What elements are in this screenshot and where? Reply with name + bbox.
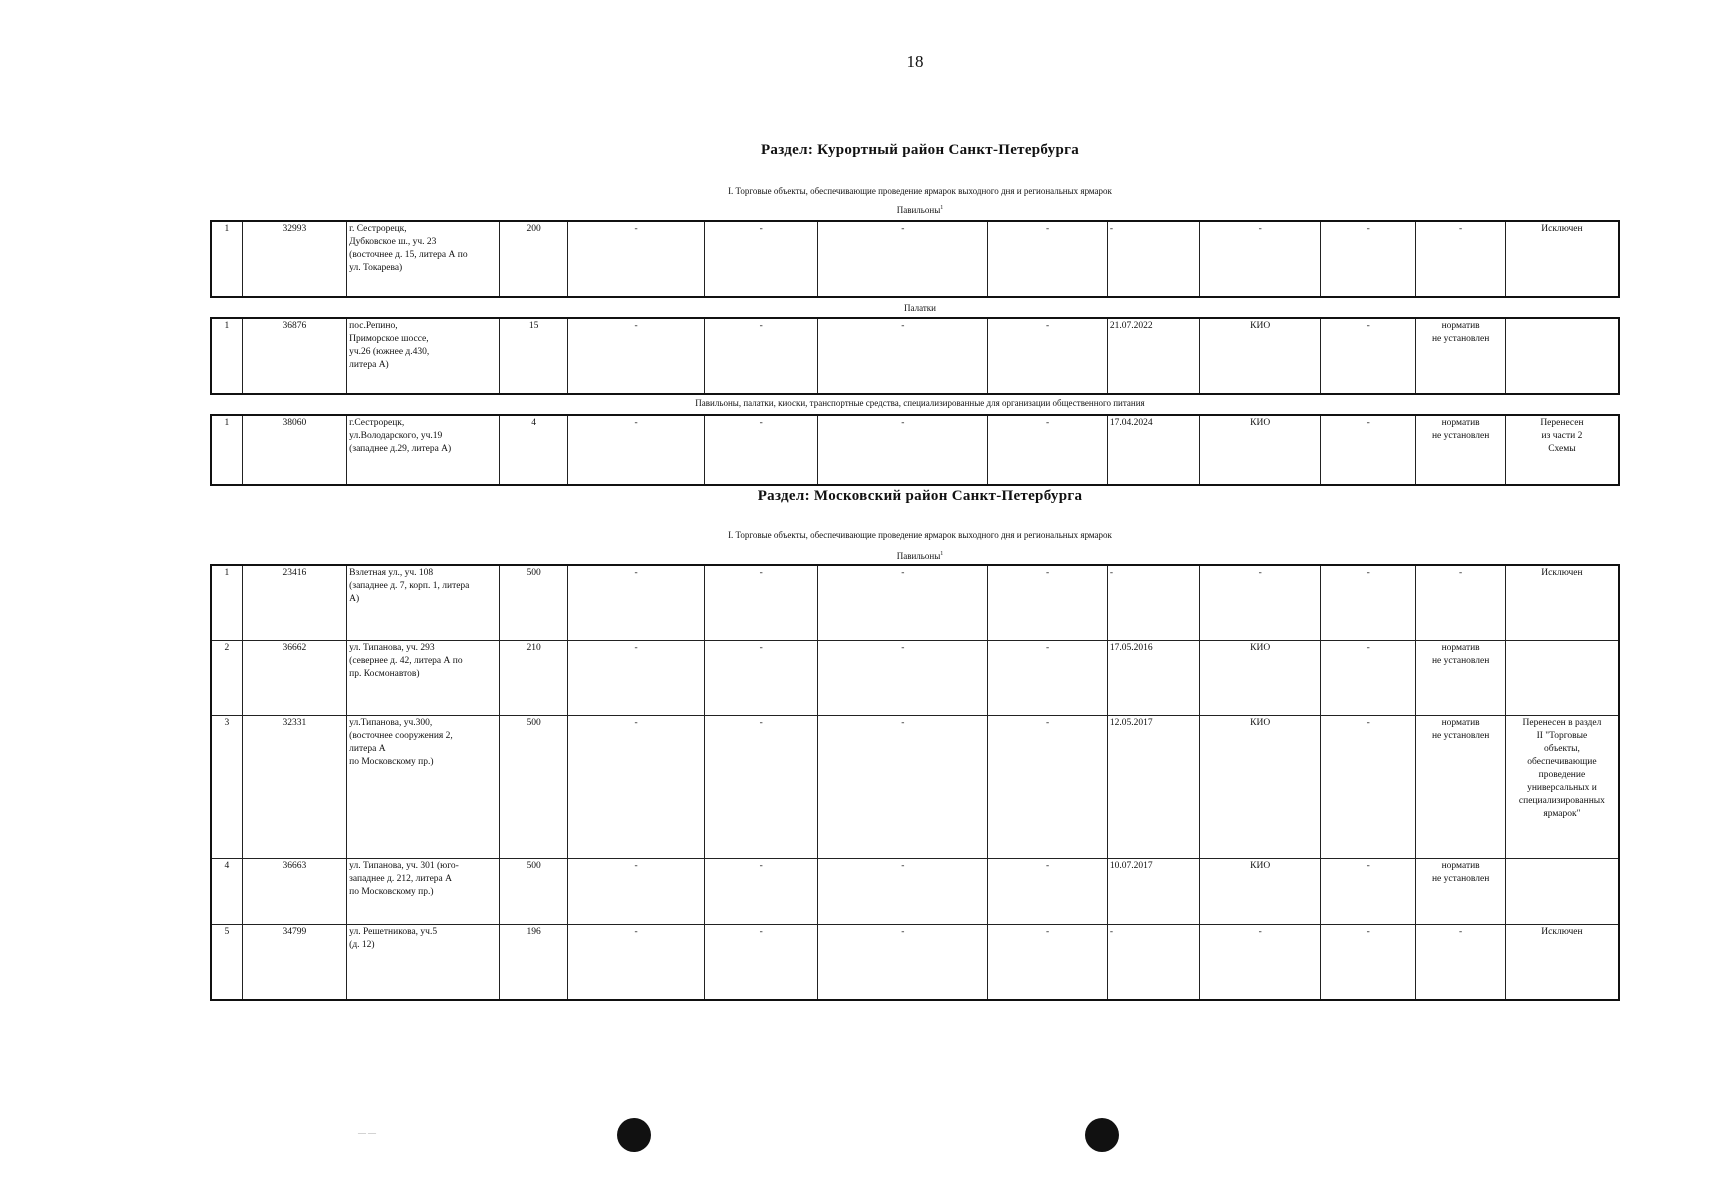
cell-col-7: -	[818, 715, 988, 858]
cell-row-number: 1	[211, 221, 242, 297]
section-subtitle: I. Торговые объекты, обеспечивающие проведение ярмарок выходного дня и региональных ярмарок	[728, 186, 1112, 196]
cell-col-6: -	[704, 415, 818, 485]
cell-col-11: -	[1320, 415, 1415, 485]
cell-col-7: -	[818, 415, 988, 485]
cell-note	[1505, 640, 1619, 715]
cell-owner: -	[1200, 221, 1321, 297]
table-tents-kurortny	[210, 317, 1620, 395]
cell-area: 15	[499, 318, 567, 394]
cell-col-6: -	[704, 318, 818, 394]
cell-owner: КИО	[1200, 858, 1321, 924]
table-catering-kurortny	[210, 414, 1620, 486]
cell-col-6: -	[704, 565, 818, 640]
page-number: 18	[906, 52, 924, 71]
cell-object-id: 34799	[242, 924, 347, 1000]
cell-norm: норматив не установлен	[1416, 318, 1505, 394]
cell-col-11: -	[1320, 715, 1415, 858]
cell-norm: норматив не установлен	[1416, 640, 1505, 715]
cell-col-8: -	[988, 565, 1108, 640]
cell-address: ул. Типанова, уч. 293 (севернее д. 42, литера А по пр. Космонавтов)	[347, 640, 500, 715]
cell-row-number: 4	[211, 858, 242, 924]
cell-note: Перенесен из части 2 Схемы	[1505, 415, 1619, 485]
cell-col-5: -	[568, 415, 705, 485]
cell-col-11: -	[1320, 924, 1415, 1000]
cell-row-number: 1	[211, 318, 242, 394]
cell-col-8: -	[988, 640, 1108, 715]
category-label: Павильоны$^1$	[896, 205, 944, 215]
cell-row-number: 3	[211, 715, 242, 858]
cell-owner: КИО	[1200, 640, 1321, 715]
cell-col-8: -	[988, 715, 1108, 858]
cell-area: 500	[499, 715, 567, 858]
cell-date: 17.04.2024	[1107, 415, 1199, 485]
cell-norm: -	[1416, 221, 1505, 297]
cell-object-id: 23416	[242, 565, 347, 640]
cell-date: 12.05.2017	[1107, 715, 1199, 858]
cell-col-5: -	[568, 858, 705, 924]
table-row	[211, 318, 1619, 394]
cell-norm: норматив не установлен	[1416, 715, 1505, 858]
cell-col-8: -	[988, 924, 1108, 1000]
table-row	[211, 565, 1619, 640]
cell-col-6: -	[704, 924, 818, 1000]
cell-row-number: 1	[211, 415, 242, 485]
cell-owner: КИО	[1200, 318, 1321, 394]
table-pavilions-kurortny	[210, 220, 1620, 298]
cell-row-number: 2	[211, 640, 242, 715]
cell-col-11: -	[1320, 858, 1415, 924]
cell-col-7: -	[818, 858, 988, 924]
cell-col-11: -	[1320, 640, 1415, 715]
scan-mark: — —	[358, 1128, 376, 1137]
cell-note: Перенесен в раздел II "Торговые объекты, обеспечивающие проведение универсальных и специализированных ярмарок"	[1505, 715, 1619, 858]
table-row	[211, 221, 1619, 297]
cell-norm: норматив не установлен	[1416, 415, 1505, 485]
cell-col-5: -	[568, 565, 705, 640]
cell-col-7: -	[818, 318, 988, 394]
cell-col-6: -	[704, 715, 818, 858]
cell-col-5: -	[568, 221, 705, 297]
cell-address: ул. Типанова, уч. 301 (юго- западнее д. 212, литера А по Московскому пр.)	[347, 858, 500, 924]
cell-col-8: -	[988, 318, 1108, 394]
table-row	[211, 858, 1619, 924]
cell-norm: -	[1416, 565, 1505, 640]
cell-area: 4	[499, 415, 567, 485]
cell-col-11: -	[1320, 565, 1415, 640]
cell-col-5: -	[568, 924, 705, 1000]
cell-date: 21.07.2022	[1107, 318, 1199, 394]
cell-area: 196	[499, 924, 567, 1000]
cell-object-id: 38060	[242, 415, 347, 485]
cell-area: 200	[499, 221, 567, 297]
cell-col-6: -	[704, 221, 818, 297]
cell-row-number: 1	[211, 565, 242, 640]
category-label: Палатки	[904, 303, 936, 313]
cell-col-8: -	[988, 415, 1108, 485]
table-pavilions-moskovsky	[210, 564, 1620, 1001]
section-title-moskovsky: Раздел: Московский район Санкт-Петербурга	[757, 488, 1083, 504]
table-row	[211, 640, 1619, 715]
category-label: Павильоны$^1$	[896, 551, 944, 561]
cell-note	[1505, 858, 1619, 924]
cell-owner: КИО	[1200, 715, 1321, 858]
cell-col-5: -	[568, 715, 705, 858]
cell-col-7: -	[818, 221, 988, 297]
cell-col-6: -	[704, 640, 818, 715]
cell-norm: -	[1416, 924, 1505, 1000]
cell-col-8: -	[988, 858, 1108, 924]
cell-col-8: -	[988, 221, 1108, 297]
cell-col-11: -	[1320, 318, 1415, 394]
cell-address: ул. Решетникова, уч.5 (д. 12)	[347, 924, 500, 1000]
cell-col-5: -	[568, 318, 705, 394]
cell-owner: КИО	[1200, 415, 1321, 485]
cell-date: -	[1107, 221, 1199, 297]
cell-col-6: -	[704, 858, 818, 924]
cell-area: 500	[499, 858, 567, 924]
cell-address: пос.Репино, Приморское шоссе, уч.26 (южнее д.430, литера А)	[347, 318, 500, 394]
cell-date: 10.07.2017	[1107, 858, 1199, 924]
cell-area: 210	[499, 640, 567, 715]
cell-address: Взлетная ул., уч. 108 (западнее д. 7, корп. 1, литера А)	[347, 565, 500, 640]
cell-col-11: -	[1320, 221, 1415, 297]
cell-note	[1505, 318, 1619, 394]
table-row	[211, 715, 1619, 858]
cell-note: Исключен	[1505, 924, 1619, 1000]
cell-note: Исключен	[1505, 565, 1619, 640]
cell-object-id: 36662	[242, 640, 347, 715]
table-row	[211, 924, 1619, 1000]
cell-date: -	[1107, 565, 1199, 640]
cell-col-7: -	[818, 924, 988, 1000]
section-subtitle: I. Торговые объекты, обеспечивающие проведение ярмарок выходного дня и региональных ярмарок	[728, 530, 1112, 540]
cell-object-id: 32331	[242, 715, 347, 858]
section-title-kurortny: Раздел: Курортный район Санкт-Петербурга	[760, 142, 1080, 158]
cell-area: 500	[499, 565, 567, 640]
punch-hole	[617, 1118, 651, 1152]
cell-address: г. Сестрорецк, Дубковское ш., уч. 23 (восточнее д. 15, литера А по ул. Токарева)	[347, 221, 500, 297]
cell-owner: -	[1200, 565, 1321, 640]
category-label: Павильоны, палатки, киоски, транспортные средства, специализированные для организации общественного питания	[695, 398, 1145, 408]
punch-hole	[1085, 1118, 1119, 1152]
cell-note: Исключен	[1505, 221, 1619, 297]
cell-owner: -	[1200, 924, 1321, 1000]
cell-row-number: 5	[211, 924, 242, 1000]
cell-col-7: -	[818, 565, 988, 640]
cell-col-7: -	[818, 640, 988, 715]
cell-object-id: 36876	[242, 318, 347, 394]
cell-address: ул.Типанова, уч.300, (восточнее сооружения 2, литера А по Московскому пр.)	[347, 715, 500, 858]
cell-col-5: -	[568, 640, 705, 715]
cell-date: 17.05.2016	[1107, 640, 1199, 715]
cell-object-id: 36663	[242, 858, 347, 924]
cell-object-id: 32993	[242, 221, 347, 297]
cell-date: -	[1107, 924, 1199, 1000]
table-row	[211, 415, 1619, 485]
cell-address: г.Сестрорецк, ул.Володарского, уч.19 (западнее д.29, литера А)	[347, 415, 500, 485]
cell-norm: норматив не установлен	[1416, 858, 1505, 924]
